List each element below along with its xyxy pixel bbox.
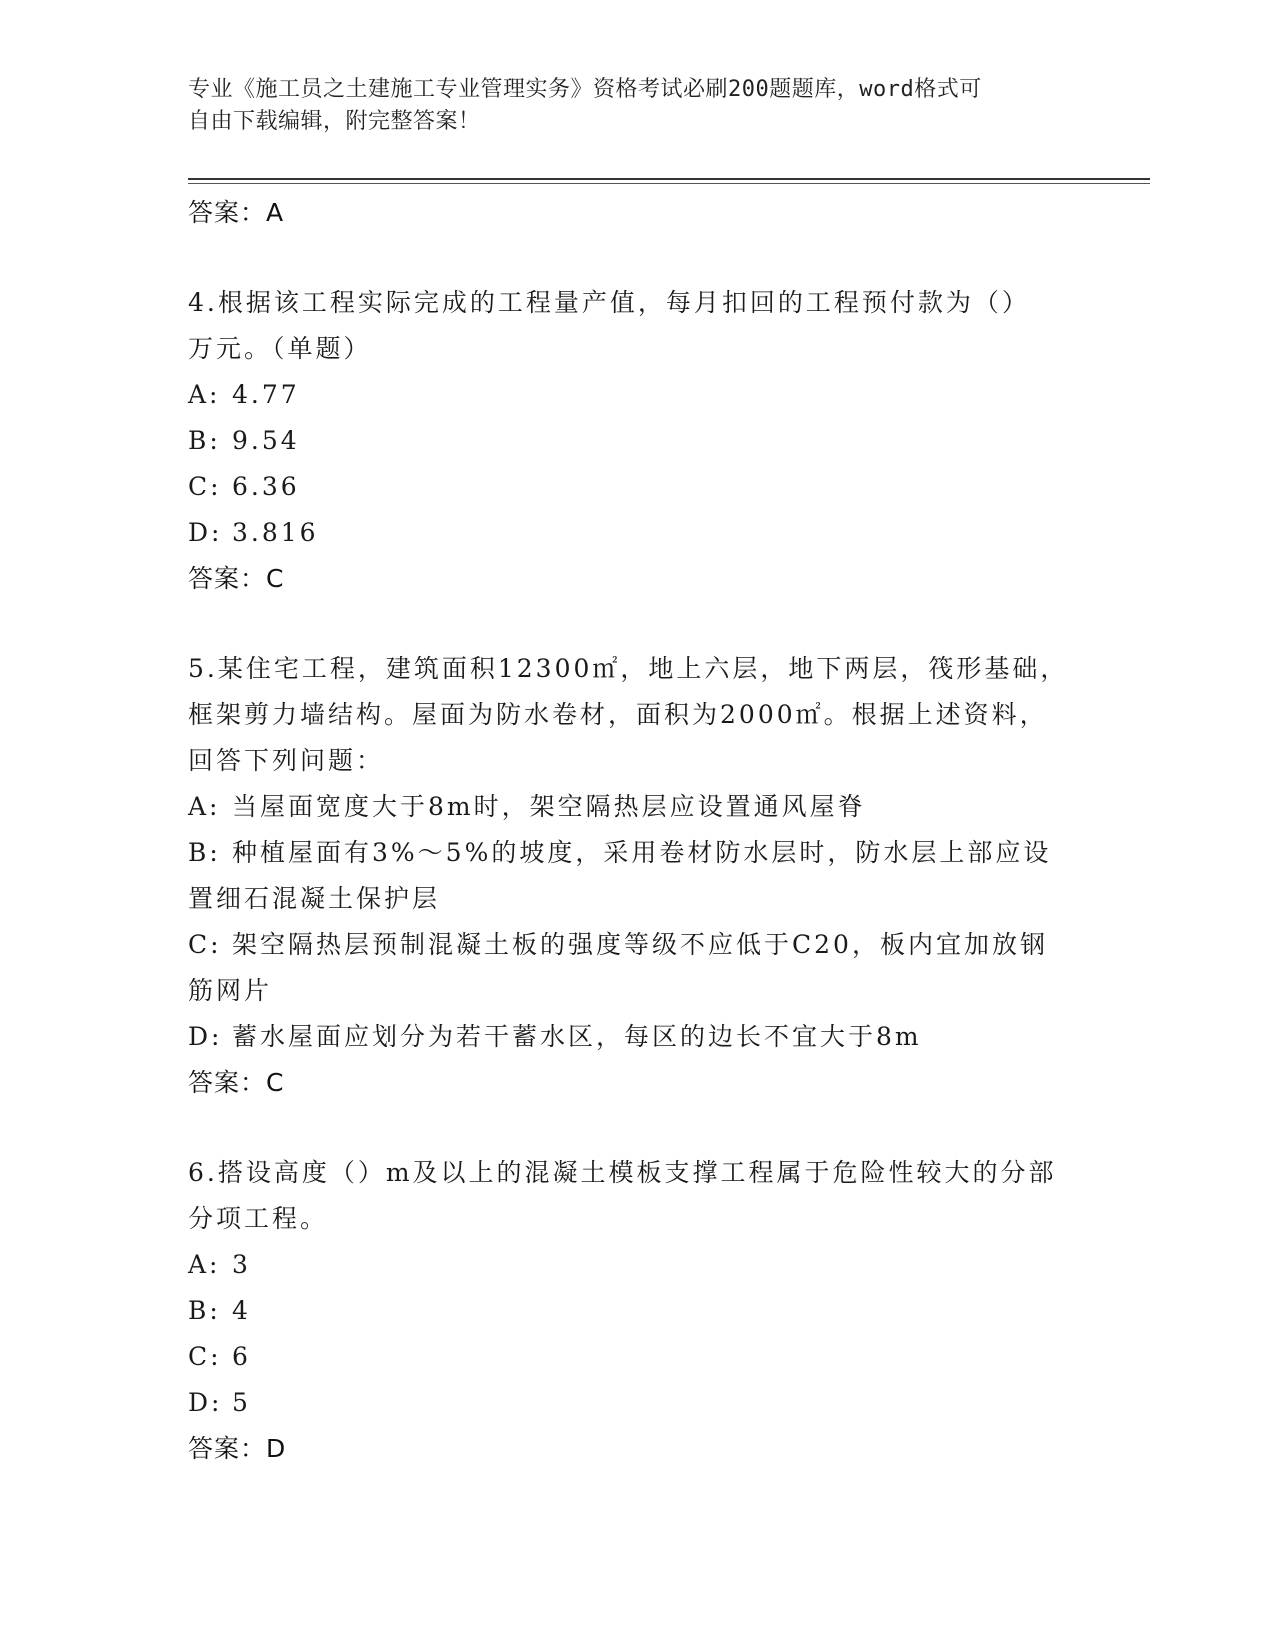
question-stem-line: 框架剪力墙结构。屋面为防水卷材，面积为2000㎡。根据上述资料， [188,700,1048,729]
option-letter: B: [188,426,221,455]
option-line [188,1242,1088,1288]
option-letter: A: [188,792,221,821]
option-text: 6.36 [232,472,300,501]
option-text: 3 [232,1250,251,1279]
option-letter: D: [188,518,223,547]
option-letter: D: [188,1022,223,1051]
question-block [188,1106,1088,1472]
option-text: 5 [232,1388,251,1417]
header-divider-thick [188,178,1150,180]
option-line [188,372,1088,418]
document-body [188,190,1088,1472]
option-text: 置细石混凝土保护层 [188,884,441,913]
option-line [188,464,1088,510]
option-text: 9.54 [232,426,300,455]
question-spacer [188,236,1088,280]
option-line [188,1380,1088,1426]
question-stem-line: 6.搭设高度（）m及以上的混凝土模板支撑工程属于危险性较大的分部 [188,1158,1057,1187]
option-letter: B: [188,1296,221,1325]
option-text: 4 [232,1296,251,1325]
option-letter: B: [188,838,221,867]
option-text: 当屋面宽度大于8m时，架空隔热层应设置通风屋脊 [232,792,866,821]
question-stem-line: 5.某住宅工程，建筑面积12300㎡，地上六层，地下两层，筏形基础， [188,654,1069,683]
option-text: 4.77 [232,380,300,409]
option-line [188,922,1088,968]
answer-line: 答案：D [188,1434,287,1463]
answer-line: 答案：C [188,1068,285,1097]
question-stem-line: 万元。（单题） [188,334,372,363]
option-text: 蓄水屋面应划分为若干蓄水区，每区的边长不宜大于8m [232,1022,922,1051]
question-block [188,602,1088,1106]
option-letter: C: [188,930,222,959]
option-line [188,784,1088,830]
option-line [188,418,1088,464]
header-divider-thin [188,183,1150,184]
header-line-2: 自由下载编辑，附完整答案！ [188,109,481,134]
option-line [188,830,1088,876]
option-line [188,1288,1088,1334]
header-line-1: 专业《施工员之土建施工专业管理实务》资格考试必刷200题题库，word格式可 [188,77,982,102]
option-line [188,1334,1088,1380]
option-letter: A: [188,380,221,409]
previous-answer: 答案：A [188,198,285,227]
answer-line: 答案：C [188,564,285,593]
option-line [188,968,1088,1014]
option-letter: C: [188,472,222,501]
option-letter: A: [188,1250,221,1279]
question-stem-line: 分项工程。 [188,1204,329,1233]
option-text: 3.816 [232,518,319,547]
option-letter: D: [188,1388,223,1417]
question-spacer [188,1106,1088,1150]
option-line [188,876,1088,922]
option-text: 架空隔热层预制混凝土板的强度等级不应低于C20，板内宜加放钢 [232,930,1048,959]
option-letter: C: [188,1342,222,1371]
option-line [188,510,1088,556]
question-block [188,236,1088,602]
question-spacer [188,602,1088,646]
document-header [188,74,1068,138]
question-stem-line: 回答下列问题： [188,746,385,775]
option-line [188,1014,1088,1060]
option-text: 6 [232,1342,251,1371]
question-stem-line: 4.根据该工程实际完成的工程量产值，每月扣回的工程预付款为（） [188,288,1030,317]
question-list [188,236,1088,1472]
option-text: 种植屋面有3%～5%的坡度，采用卷材防水层时，防水层上部应设 [232,838,1052,867]
option-text: 筋网片 [188,976,273,1005]
